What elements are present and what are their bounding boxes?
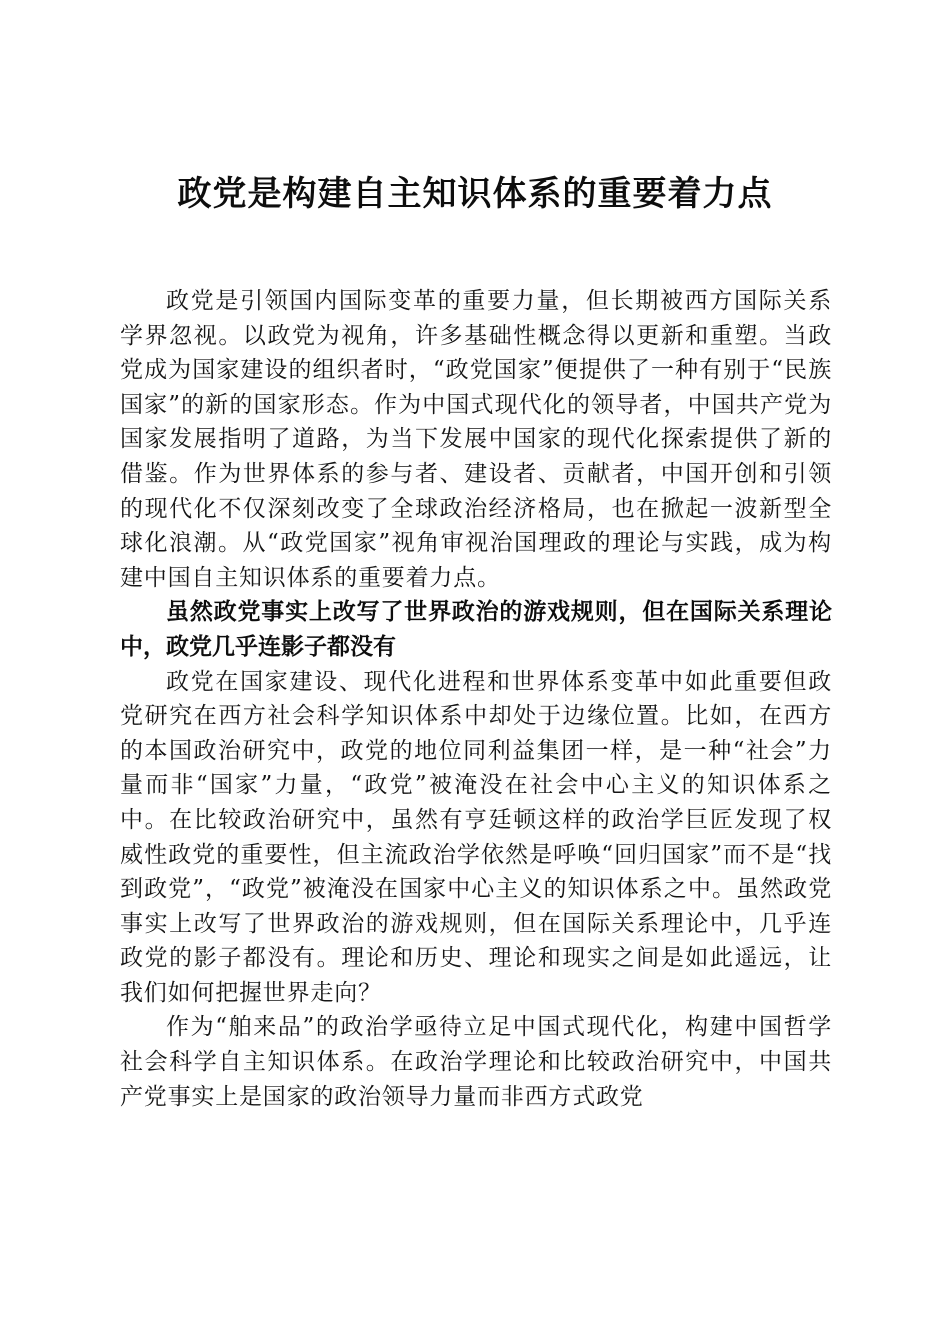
body-paragraph-3: 作为“舶来品”的政治学亟待立足中国式现代化，构建中国哲学社会科学自主知识体系。在政治学理论和比较政治研究中，中国共产党事实上是国家的政治领导力量而非西方式政党	[120, 1014, 832, 1110]
section-subheading: 虽然政党事实上改写了世界政治的游戏规则，但在国际关系理论中，政党几乎连影子都没有	[120, 599, 832, 660]
document-body	[120, 284, 832, 1114]
body-paragraph-2: 政党在国家建设、现代化进程和世界体系变革中如此重要但政党研究在西方社会科学知识体系中却处于边缘位置。比如，在西方的本国政治研究中，政党的地位同利益集团一样，是一种“社会”力量而非“国家”力量，“政党”被淹没在社会中心主义的知识体系之中。在比较政治研究中，虽然有亨廷顿这样的政治学巨匠发现了权威性政党的重要性，但主流政治学依然是呼唤“回归国家”而不是“找到政党”，“政党”被淹没在国家中心主义的知识体系之中。虽然政党事实上改写了世界政治的游戏规则，但在国际关系理论中，几乎连政党的影子都没有。理论和历史、理论和现实之间是如此遥远，让我们如何把握世界走向？	[120, 668, 832, 1006]
document-title: 政党是构建自主知识体系的重要着力点	[177, 174, 773, 214]
body-paragraph-1: 政党是引领国内国际变革的重要力量，但长期被西方国际关系学界忽视。以政党为视角，许多基础性概念得以更新和重塑。当政党成为国家建设的组织者时，“政党国家”便提供了一种有别于“民族国家”的新的国家形态。作为中国式现代化的领导者，中国共产党为国家发展指明了道路，为当下发展中国家的现代化探索提供了新的借鉴。作为世界体系的参与者、建设者、贡献者，中国开创和引领的现代化不仅深刻改变了全球政治经济格局，也在掀起一波新型全球化浪潮。从“政党国家”视角审视治国理政的理论与实践，成为构建中国自主知识体系的重要着力点。	[120, 288, 832, 591]
